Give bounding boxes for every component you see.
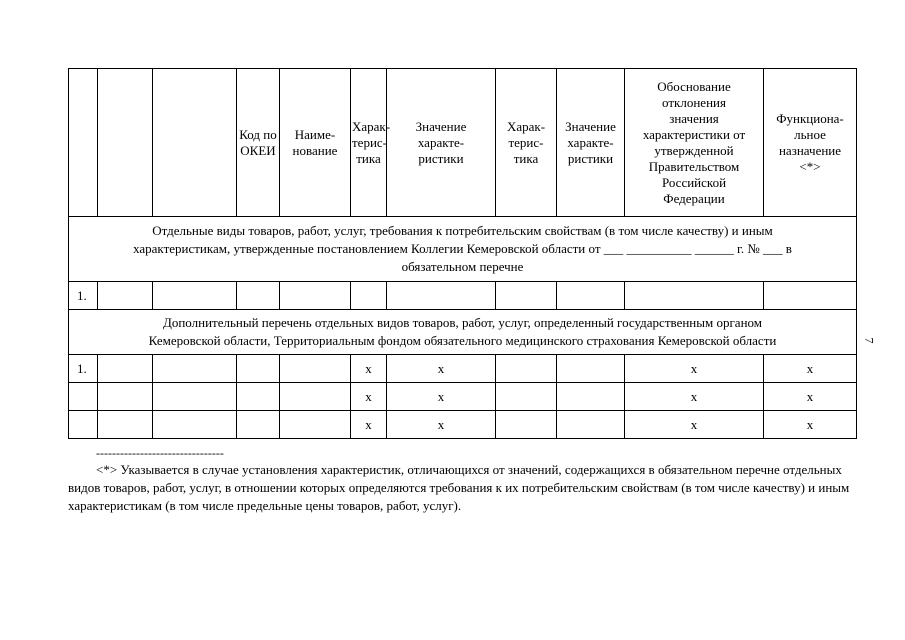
table-cell [557,411,625,439]
table-cell [280,355,351,383]
cell-x-value-1: x [387,383,496,411]
header-naming-line: нование [292,142,338,158]
table-cell [153,383,237,411]
header-cell-code [98,69,153,217]
table-cell [237,411,280,439]
header-justification-line: Российской [661,174,727,190]
header-characteristic-line: Харак- [352,118,391,134]
header-value-2 [557,69,625,217]
cell-x-justification: x [625,383,764,411]
header-naming-line: Наиме- [294,126,336,142]
table-cell [98,355,153,383]
header-row [69,69,857,217]
row-number [69,411,98,439]
header-cell-name [153,69,237,217]
row-number: 1. [69,355,98,383]
table-cell [496,383,557,411]
table-cell [98,411,153,439]
header-justification-line: Обоснование [657,78,731,94]
section-title-mandatory [69,217,857,282]
cell-x-purpose: x [764,411,857,439]
table-cell [351,282,387,310]
header-okei [237,69,280,217]
footnote-separator: -------------------------------- [96,446,224,460]
header-purpose-line: <*> [799,158,821,174]
header-value-1 [387,69,496,217]
table-cell [625,282,764,310]
section-title-line: Кемеровской области, Территориальным фондом обязательного медицинского страхования Кемеровской области [148,333,777,348]
cell-x-characteristic-1: x [351,383,387,411]
cell-x-characteristic-1: x [351,355,387,383]
header-okei-line: Код по [239,126,277,142]
header-justification-line: характеристики от [642,126,746,142]
header-characteristic-line: тика [356,150,381,166]
table-row [69,355,857,383]
table-cell [237,383,280,411]
cell-x-characteristic-1: x [351,411,387,439]
header-value-line: ристики [418,150,464,166]
section-row-additional [69,310,857,355]
header-justification-line: отклонения [662,94,726,110]
header-value-line: ристики [567,150,614,166]
table-cell [496,355,557,383]
section-title-line: характеристикам, утвержденные постановлением Коллегии Кемеровской области от ___ __________ ______ г. № ___ в [133,241,792,256]
table-cell [237,282,280,310]
header-justification-line: значения [669,110,719,126]
header-value-line: Значение [565,118,616,134]
header-justification-line: утвержденной [654,142,734,158]
header-characteristic-line: тика [513,150,539,166]
table-row [69,383,857,411]
table-cell [280,383,351,411]
table-cell [280,411,351,439]
header-purpose-line: Функциона- [776,110,844,126]
table-cell [98,282,153,310]
header-justification-line: Правительством [648,158,740,174]
table-cell [387,282,496,310]
header-justification-line: Федерации [663,190,725,206]
header-naming [280,69,351,217]
table-cell [764,282,857,310]
table-cell [280,282,351,310]
cell-x-value-1: x [387,355,496,383]
header-justification [625,69,764,217]
header-purpose [764,69,857,217]
table-cell [153,355,237,383]
section-title-line: обязательном перечне [401,259,524,274]
table-row [69,282,857,310]
section-title-line: Дополнительный перечень отдельных видов товаров, работ, услуг, определенный государственным органом [162,315,763,330]
header-value-line: характе- [417,134,465,150]
header-value-line: Значение [415,118,467,134]
header-characteristic-2 [496,69,557,217]
row-number: 1. [69,282,98,310]
table-cell [153,411,237,439]
table-cell [557,355,625,383]
table-cell [98,383,153,411]
table-cell [237,355,280,383]
header-purpose-line: назначение [778,142,842,158]
table-cell [557,282,625,310]
page-number: 7 [862,337,877,344]
footnote-text: <*> Указывается в случае установления характеристик, отличающихся от значений, содержащихся в обязательном перечне отдельных видов товаров, работ, услуг, в отношении которых определяются требования к их потребительским свойствам (в том числе качеству) и иным характеристикам (в том числе предельные цены товаров, работ, услуг). [68,462,850,513]
cell-x-purpose: x [764,383,857,411]
table-cell [496,411,557,439]
section-title-line: Отдельные виды товаров, работ, услуг, требования к потребительским свойствам (в том числе качеству) и иным [152,223,773,238]
header-characteristic-line: Харак- [506,118,546,134]
table-row [69,411,857,439]
cell-x-value-1: x [387,411,496,439]
section-title-additional [69,310,857,355]
table-cell [496,282,557,310]
section-row-mandatory [69,217,857,282]
header-cell-number [69,69,98,217]
header-value-line: характе- [567,134,614,150]
header-purpose-line: льное [794,126,826,142]
header-okei-line: ОКЕИ [240,142,276,158]
cell-x-purpose: x [764,355,857,383]
header-characteristic-1 [351,69,391,217]
header-characteristic-line: терис- [508,134,544,150]
table-cell [557,383,625,411]
requirements-table [68,68,857,439]
header-characteristic-line: терис- [352,134,388,150]
cell-x-justification: x [625,355,764,383]
cell-x-justification: x [625,411,764,439]
row-number [69,383,98,411]
table-cell [153,282,237,310]
